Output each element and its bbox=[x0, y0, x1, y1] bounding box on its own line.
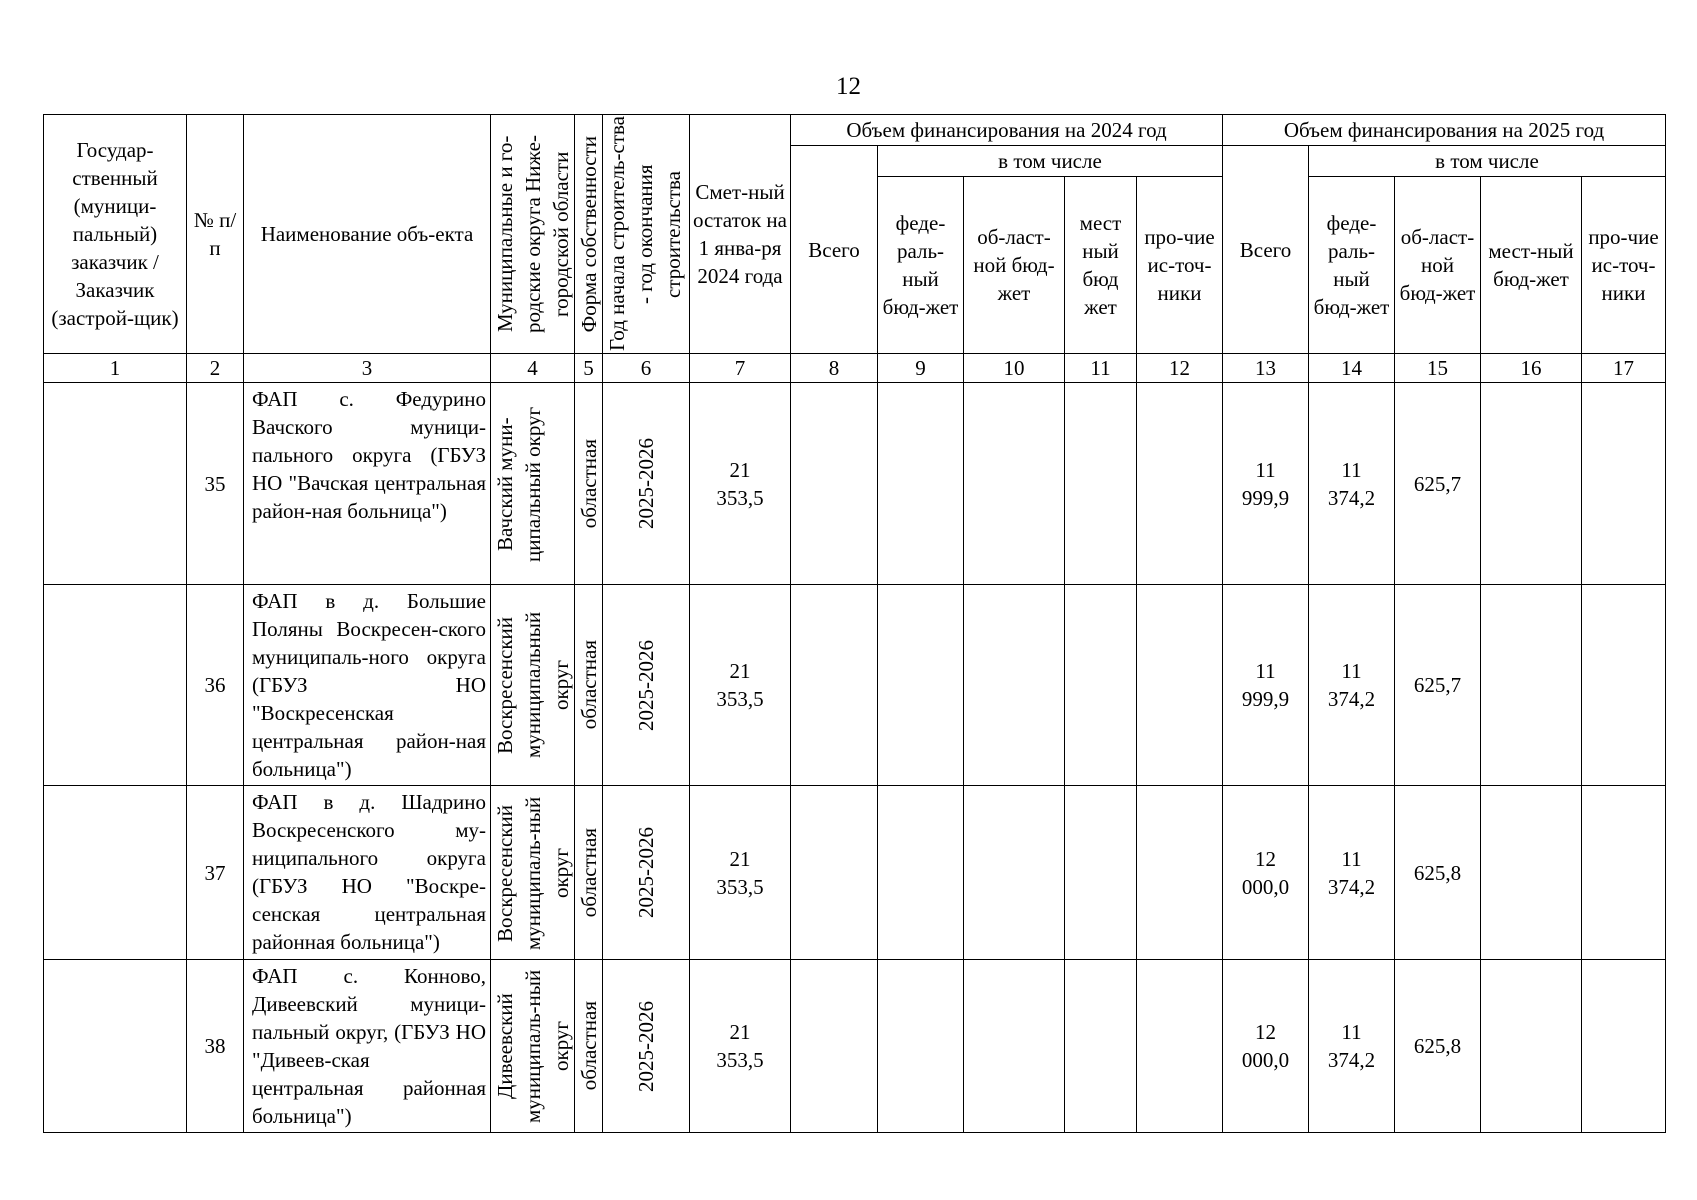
column-number: 14 bbox=[1309, 354, 1395, 383]
local-2025 bbox=[1481, 383, 1582, 585]
district-cell: Воскресенский муниципаль-ный округ bbox=[491, 786, 575, 960]
oblast-2024 bbox=[964, 383, 1065, 585]
federal-2024 bbox=[878, 383, 964, 585]
table-row bbox=[44, 960, 1666, 1133]
header-number: № п/п bbox=[187, 115, 244, 354]
federal-2025: 11 374,2 bbox=[1309, 585, 1395, 786]
header-total-2025: Всего bbox=[1223, 146, 1309, 354]
header-row-1 bbox=[44, 115, 1666, 146]
header-financing-2025: Объем финансирования на 2025 год bbox=[1223, 115, 1666, 146]
object-name: ФАП в д. Шадрино Воскресенского му-ниципального округа (ГБУЗ НО "Воскре-сенская центральная районная больница") bbox=[244, 786, 491, 960]
header-other-2024: про-чие ис-точ-ники bbox=[1137, 177, 1223, 354]
object-name: ФАП в д. Большие Поляны Воскресен-ского муниципаль-ного округа (ГБУЗ НО "Воскресенская центральная район-ная больница") bbox=[244, 585, 491, 786]
column-number: 16 bbox=[1481, 354, 1582, 383]
local-2025 bbox=[1481, 960, 1582, 1133]
row-number: 38 bbox=[187, 960, 244, 1133]
total-2025: 12 000,0 bbox=[1223, 786, 1309, 960]
customer-cell bbox=[44, 786, 187, 960]
column-number: 5 bbox=[575, 354, 603, 383]
header-years: Год начала строитель-ства - год окончания строительства bbox=[603, 115, 690, 354]
ownership-cell: областная bbox=[575, 786, 603, 960]
customer-cell bbox=[44, 383, 187, 585]
estimated-balance: 21 353,5 bbox=[690, 383, 791, 585]
federal-2024 bbox=[878, 960, 964, 1133]
column-number: 4 bbox=[491, 354, 575, 383]
header-object-name: Наименование объ-екта bbox=[244, 115, 491, 354]
header-including-2024: в том числе bbox=[878, 146, 1223, 177]
oblast-2024 bbox=[964, 585, 1065, 786]
years-cell: 2025-2026 bbox=[603, 585, 690, 786]
customer-cell bbox=[44, 960, 187, 1133]
header-financing-2024: Объем финансирования на 2024 год bbox=[791, 115, 1223, 146]
header-federal-2024: феде-раль-ный бюд-жет bbox=[878, 177, 964, 354]
years-cell: 2025-2026 bbox=[603, 383, 690, 585]
header-estimated-balance: Смет-ный остаток на 1 янва-ря 2024 года bbox=[690, 115, 791, 354]
local-2025 bbox=[1481, 585, 1582, 786]
years-cell: 2025-2026 bbox=[603, 786, 690, 960]
local-2024 bbox=[1065, 585, 1137, 786]
row-number: 36 bbox=[187, 585, 244, 786]
years-cell: 2025-2026 bbox=[603, 960, 690, 1133]
estimated-balance: 21 353,5 bbox=[690, 960, 791, 1133]
header-district: Муниципальные и го-родские округа Ниже-городской области bbox=[491, 115, 575, 354]
total-2024 bbox=[791, 585, 878, 786]
district-cell: Дивеевский муниципаль-ный округ bbox=[491, 960, 575, 1133]
header-local-2024: мест ный бюд жет bbox=[1065, 177, 1137, 354]
total-2024 bbox=[791, 786, 878, 960]
district-cell: Воскресенский муниципальный округ bbox=[491, 585, 575, 786]
column-number: 12 bbox=[1137, 354, 1223, 383]
financing-table bbox=[43, 114, 1666, 1133]
federal-2025: 11 374,2 bbox=[1309, 383, 1395, 585]
column-number: 17 bbox=[1582, 354, 1666, 383]
header-other-2025: про-чие ис-точ-ники bbox=[1582, 177, 1666, 354]
table-row bbox=[44, 383, 1666, 585]
total-2025: 11 999,9 bbox=[1223, 585, 1309, 786]
header-including-2025: в том числе bbox=[1309, 146, 1666, 177]
total-2024 bbox=[791, 960, 878, 1133]
federal-2024 bbox=[878, 786, 964, 960]
column-number: 6 bbox=[603, 354, 690, 383]
other-2024 bbox=[1137, 585, 1223, 786]
other-2025 bbox=[1582, 383, 1666, 585]
header-ownership: Форма собственности bbox=[575, 115, 603, 354]
table-row bbox=[44, 585, 1666, 786]
header-customer: Государ-ственный (муници-пальный) заказчик / Заказчик (застрой-щик) bbox=[44, 115, 187, 354]
district-cell: Вачский муни-ципальный округ bbox=[491, 383, 575, 585]
header-total-2024: Всего bbox=[791, 146, 878, 354]
column-number: 13 bbox=[1223, 354, 1309, 383]
local-2025 bbox=[1481, 786, 1582, 960]
column-number: 3 bbox=[244, 354, 491, 383]
federal-2024 bbox=[878, 585, 964, 786]
customer-cell bbox=[44, 585, 187, 786]
object-name: ФАП с. Федурино Вачского муници-пального округа (ГБУЗ НО "Вачская центральная район-ная больница") bbox=[244, 383, 491, 585]
header-oblast-2024: об-ласт-ной бюд-жет bbox=[964, 177, 1065, 354]
column-number: 2 bbox=[187, 354, 244, 383]
oblast-2025: 625,8 bbox=[1395, 960, 1481, 1133]
oblast-2025: 625,7 bbox=[1395, 383, 1481, 585]
column-number: 9 bbox=[878, 354, 964, 383]
ownership-cell: областная bbox=[575, 960, 603, 1133]
object-name: ФАП с. Конново, Дивеевский муници-пальный округ, (ГБУЗ НО "Дивеев-ская центральная районная больница") bbox=[244, 960, 491, 1133]
total-2024 bbox=[791, 383, 878, 585]
federal-2025: 11 374,2 bbox=[1309, 786, 1395, 960]
local-2024 bbox=[1065, 960, 1137, 1133]
oblast-2025: 625,8 bbox=[1395, 786, 1481, 960]
other-2024 bbox=[1137, 383, 1223, 585]
table-row bbox=[44, 786, 1666, 960]
header-oblast-2025: об-ласт-ной бюд-жет bbox=[1395, 177, 1481, 354]
column-number: 15 bbox=[1395, 354, 1481, 383]
oblast-2024 bbox=[964, 786, 1065, 960]
estimated-balance: 21 353,5 bbox=[690, 585, 791, 786]
column-number: 8 bbox=[791, 354, 878, 383]
page-number: 12 bbox=[836, 73, 861, 100]
ownership-cell: областная bbox=[575, 383, 603, 585]
estimated-balance: 21 353,5 bbox=[690, 786, 791, 960]
other-2025 bbox=[1582, 786, 1666, 960]
total-2025: 11 999,9 bbox=[1223, 383, 1309, 585]
local-2024 bbox=[1065, 383, 1137, 585]
header-federal-2025: феде-раль-ный бюд-жет bbox=[1309, 177, 1395, 354]
other-2025 bbox=[1582, 585, 1666, 786]
other-2024 bbox=[1137, 960, 1223, 1133]
total-2025: 12 000,0 bbox=[1223, 960, 1309, 1133]
other-2025 bbox=[1582, 960, 1666, 1133]
column-number: 11 bbox=[1065, 354, 1137, 383]
header-local-2025: мест-ный бюд-жет bbox=[1481, 177, 1582, 354]
column-numbers-row bbox=[44, 354, 1666, 383]
oblast-2024 bbox=[964, 960, 1065, 1133]
column-number: 7 bbox=[690, 354, 791, 383]
oblast-2025: 625,7 bbox=[1395, 585, 1481, 786]
other-2024 bbox=[1137, 786, 1223, 960]
column-number: 1 bbox=[44, 354, 187, 383]
ownership-cell: областная bbox=[575, 585, 603, 786]
row-number: 35 bbox=[187, 383, 244, 585]
local-2024 bbox=[1065, 786, 1137, 960]
row-number: 37 bbox=[187, 786, 244, 960]
federal-2025: 11 374,2 bbox=[1309, 960, 1395, 1133]
column-number: 10 bbox=[964, 354, 1065, 383]
